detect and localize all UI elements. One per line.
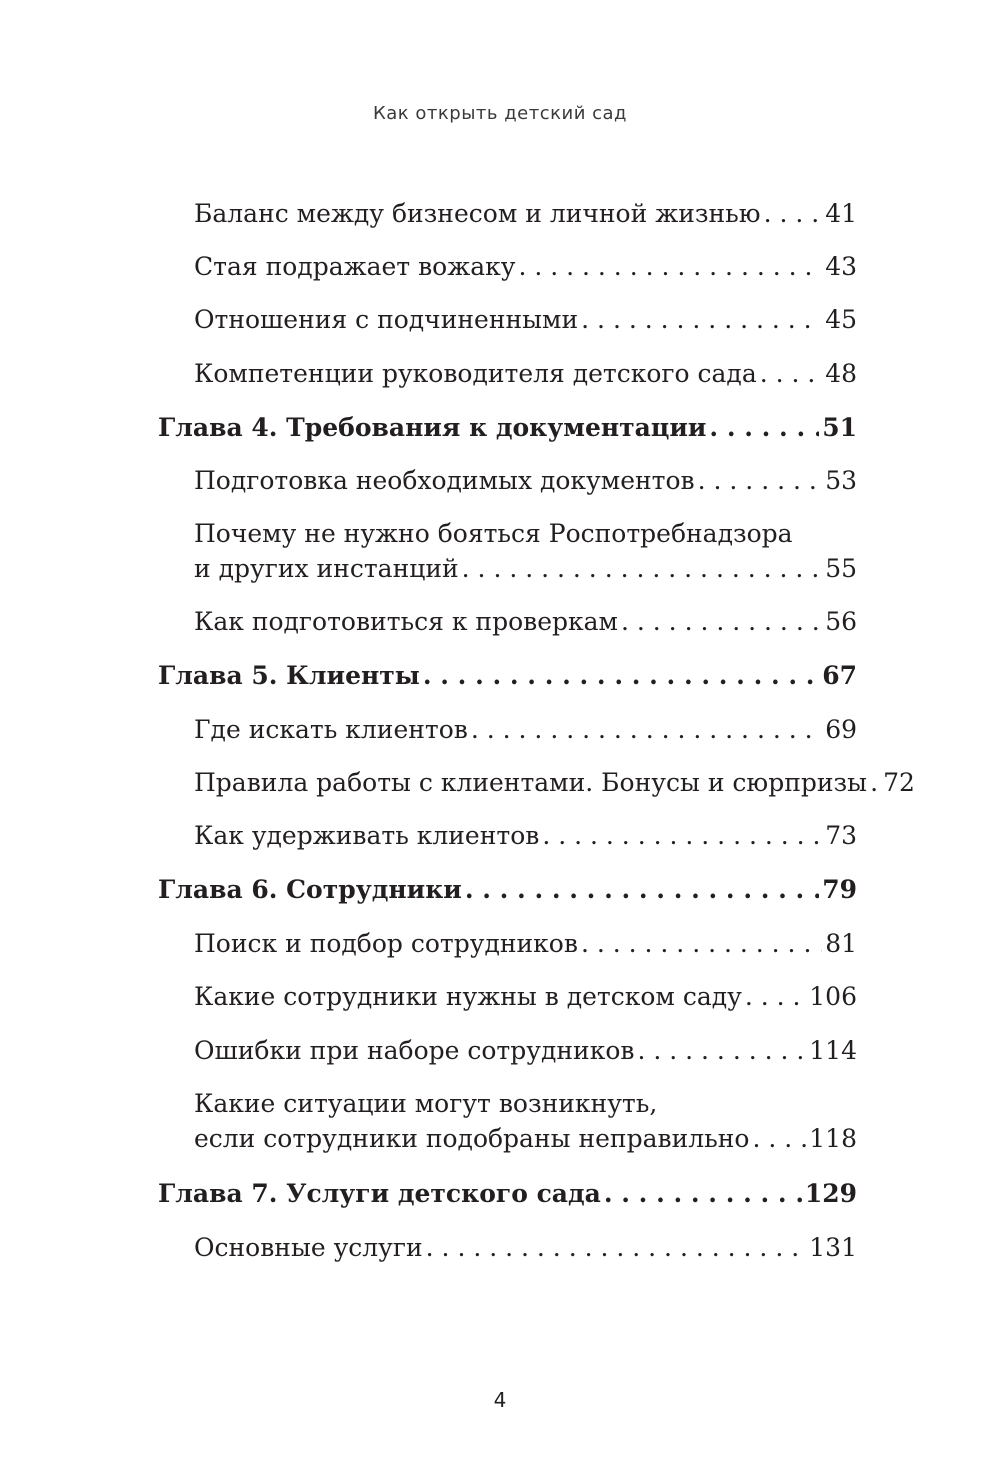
leader-dots: [621, 604, 822, 640]
toc-entry-title: Ошибки при наборе сотрудников: [194, 1036, 635, 1065]
toc-entry-page: 106: [809, 982, 857, 1011]
leader-dots: [542, 818, 822, 854]
toc-chapter-page: 129: [804, 1179, 857, 1208]
toc-entry-title: Где искать клиентов: [194, 715, 468, 744]
toc-entry-page: 48: [825, 359, 857, 388]
leader-dots: [581, 926, 822, 962]
leader-dots: [745, 979, 806, 1015]
toc-entry-title: и других инстанций: [194, 554, 459, 583]
toc-entry-page: 131: [809, 1233, 857, 1262]
toc-entry-title: Как подготовиться к проверкам: [194, 607, 618, 636]
leader-dots: [760, 356, 822, 392]
toc-entry-page: 118: [809, 1124, 857, 1153]
toc-entry-page: 41: [825, 199, 857, 228]
toc-entry-title: если сотрудники подобраны неправильно: [194, 1124, 750, 1153]
toc-entry-page: 114: [809, 1036, 857, 1065]
toc-entry-page: 45: [825, 305, 857, 334]
toc-entry-title: Подготовка необходимых документов: [194, 466, 695, 495]
toc-entry-page: 56: [825, 607, 857, 636]
leader-dots: [752, 1121, 806, 1157]
toc-entry-title: Как удерживать клиентов: [194, 821, 540, 850]
toc-entry-title: Стая подражает вожаку: [194, 252, 516, 281]
leader-dots: [423, 658, 819, 694]
leader-dots: [709, 410, 819, 446]
toc-entry-title: Какие сотрудники нужны в детском саду: [194, 982, 742, 1011]
toc-entry-page: 55: [825, 554, 857, 583]
toc-chapter-page: 67: [822, 661, 857, 690]
toc-entry-title: Отношения с подчиненными: [194, 305, 579, 334]
toc-entry-title-line1: Какие ситуации могут возникнуть,: [194, 1089, 658, 1118]
toc-entry-page: 81: [825, 929, 857, 958]
leader-dots: [465, 872, 819, 908]
toc-entry-title: Баланс между бизнесом и личной жизнью: [194, 199, 761, 228]
toc-entry-page: 72: [883, 768, 915, 797]
toc-entry-title: Поиск и подбор сотрудников: [194, 929, 578, 958]
toc-chapter-page: 79: [822, 875, 857, 904]
leader-dots: [426, 1230, 807, 1266]
toc-entry-page: 69: [825, 715, 857, 744]
page-number: 4: [493, 1388, 507, 1412]
leader-dots: [698, 463, 823, 499]
toc-chapter-title: Глава 4. Требования к документации: [158, 413, 707, 442]
toc-entry-page: 73: [825, 821, 857, 850]
leader-dots: [604, 1176, 802, 1212]
leader-dots: [581, 302, 822, 338]
leader-dots: [462, 551, 823, 587]
toc-chapter-title: Глава 5. Клиенты: [158, 661, 420, 690]
leader-dots: [764, 196, 823, 232]
toc-entry-title: Компетенции руководителя детского сада: [194, 359, 757, 388]
leader-dots: [870, 765, 880, 801]
toc-entry-title-line1: Почему не нужно бояться Роспотребнадзора: [194, 519, 793, 548]
toc-entry-page: 43: [825, 252, 857, 281]
toc-entry-page: 53: [825, 466, 857, 495]
toc-entry-title: Правила работы с клиентами. Бонусы и сюрпризы: [194, 768, 868, 797]
leader-dots: [471, 712, 822, 748]
leader-dots: [518, 249, 822, 285]
toc-chapter-page: 51: [822, 413, 857, 442]
toc-entry-title: Основные услуги: [194, 1233, 423, 1262]
running-head: Как открыть детский сад: [373, 103, 627, 124]
leader-dots: [637, 1033, 806, 1069]
toc-chapter-title: Глава 6. Сотрудники: [158, 875, 462, 904]
toc-chapter-title: Глава 7. Услуги детского сада: [158, 1179, 601, 1208]
